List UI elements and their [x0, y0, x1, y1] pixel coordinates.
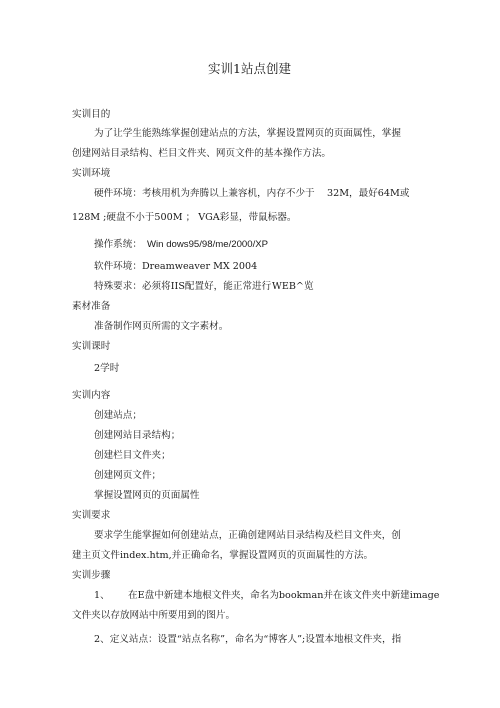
step-1-line-1: 在E盘中新建本地根文件夹，命名为bookman并在该文件夹中新建image [128, 590, 440, 601]
software-line: 软件环境：Dreamweaver MX 2004 [94, 261, 258, 272]
objective-line-2: 创建网站目录结构、栏目文件夹、网页文件的基本操作方法。 [72, 148, 332, 159]
requirements-line-1: 要求学生能掌握如何创建站点，正确创建网站目录结构及栏目文件夹，创 [94, 530, 401, 541]
section-heading-materials: 素材准备 [72, 301, 111, 312]
step-2-line-1: 2、定义站点：设置“站点名称”，命名为“博客人”;设置本地根文件夹，指 [94, 634, 402, 645]
section-heading-content: 实训内容 [72, 390, 111, 401]
os-value: Win dows95/98/me/2000/XP [147, 239, 269, 250]
page-title: 实训1站点创建 [208, 61, 291, 76]
hardware-line-2: 128M ;硬盘不小于500M ； VGA彩显，带鼠标器。 [72, 212, 297, 223]
special-requirement: 特殊要求：必须将IIS配置好，能正常进行 [94, 281, 272, 292]
section-heading-requirements: 实训要求 [72, 510, 111, 521]
os-label: 操作系统： [94, 239, 142, 250]
hours-value: 2学时 [94, 363, 120, 374]
requirements-line-2: 建主页文件index.htm,并正确命名，掌握设置网页的页面属性的方法。 [72, 550, 374, 561]
section-heading-environment: 实训环境 [72, 168, 111, 179]
special-requirement-value: WEB^览 [272, 281, 314, 292]
content-item: 掌握设置网页的页面属性 [94, 490, 200, 501]
step-1-number: 1、 [94, 590, 110, 601]
content-item: 创建网页文件； [94, 470, 162, 481]
section-heading-objective: 实训目的 [72, 109, 111, 120]
step-1-line-2: 文件夹以存放网站中所要用到的图片。 [72, 610, 236, 621]
section-heading-hours: 实训课时 [72, 341, 111, 352]
section-heading-steps: 实训步骤 [72, 570, 111, 581]
hardware-line-1: 硬件环境：考核用机为奔腾以上兼容机，内存不少于 [94, 188, 315, 199]
objective-line-1: 为了让学生能熟练掌握创建站点的方法，掌握设置网页的页面属性，掌握 [94, 128, 401, 139]
content-item: 创建网站目录结构； [94, 430, 181, 441]
materials-line-1: 准备制作网页所需的文字素材。 [94, 321, 229, 332]
hardware-memory: 32M，最好64M或 [327, 188, 410, 199]
content-item: 创建栏目文件夹； [94, 450, 171, 461]
content-item: 创建站点； [94, 410, 142, 421]
